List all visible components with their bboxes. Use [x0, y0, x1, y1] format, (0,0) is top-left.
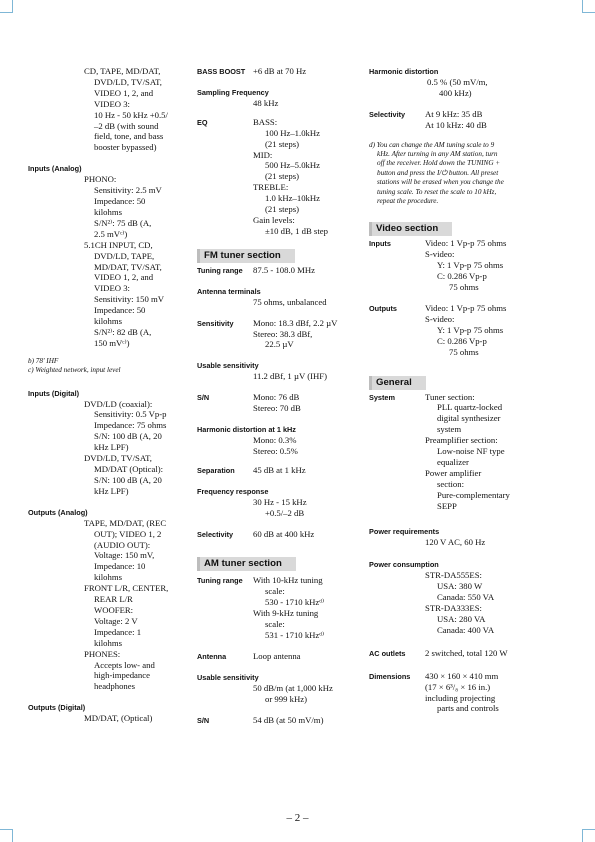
- inputs-analog-values: [84, 174, 188, 349]
- spec-label: AC outlets: [369, 648, 406, 658]
- footnote-b: b) 78' IHF: [28, 356, 59, 365]
- fm-selectivity-row: [197, 529, 357, 540]
- frequency-response-label: Frequency response: [197, 486, 269, 496]
- spec-line: booster bypassed): [94, 142, 157, 153]
- tape-frequency-response: [84, 66, 188, 153]
- spec-label: Inputs: [369, 239, 391, 249]
- spec-line: Voltage: 150 mV,: [94, 550, 155, 561]
- spec-line: FRONT L/R, CENTER,: [84, 583, 169, 594]
- spec-line: S/N: 100 dB (A, 20: [94, 474, 162, 485]
- spec-line: PLL quartz-locked: [437, 402, 503, 413]
- spec-line: Impedance: 50: [94, 305, 146, 316]
- eq-row: [197, 117, 357, 237]
- spec-line: Stereo: 70 dB: [253, 403, 301, 414]
- spec-line: kilohms: [94, 316, 122, 327]
- spec-line: or 999 kHz): [265, 693, 307, 704]
- ac-outlets-row: [369, 648, 569, 659]
- spec-line: (21 steps): [265, 138, 300, 149]
- spec-line: digital synthesizer: [437, 413, 501, 424]
- spec-line: (17 × 6³/₈ × 16 in.): [425, 681, 491, 692]
- am-harmonic-distortion-label: Harmonic distortion: [369, 67, 439, 76]
- antenna-terminals-label: Antenna terminals: [197, 286, 261, 296]
- crop-mark: [0, 0, 13, 13]
- spec-label: Dimensions: [369, 671, 411, 681]
- inputs-digital-label: Inputs (Digital): [28, 388, 80, 398]
- spec-line: S/N²⁾: 82 dB (A,: [94, 326, 152, 337]
- spec-line: 50 dB/m (at 1,000 kHz: [253, 682, 333, 693]
- page-number: – 2 –: [286, 812, 309, 824]
- power-requirements-label: Power requirements: [369, 526, 440, 536]
- spec-line: DVD/LD, TAPE,: [94, 250, 155, 261]
- spec-line: S/N²⁾: 75 dB (A,: [94, 217, 152, 228]
- spec-line: CD, TAPE, MD/DAT,: [84, 66, 161, 76]
- spec-label: System: [369, 392, 395, 402]
- outputs-analog-label: Outputs (Analog): [28, 507, 88, 517]
- spec-line: VIDEO 3:: [94, 283, 130, 294]
- spec-line: 30 Hz - 15 kHz: [253, 496, 307, 507]
- spec-line: Impedance: 50: [94, 196, 146, 207]
- spec-line: scale:: [265, 586, 285, 597]
- fm-harmonic-distortion-label: Harmonic distortion at 1 kHz: [197, 425, 296, 435]
- outputs-analog-values: [84, 518, 188, 693]
- am-tuner-section-title: AM tuner section: [197, 557, 296, 571]
- bass-boost-row: [197, 66, 357, 77]
- spec-line: Canada: 400 VA: [437, 624, 495, 635]
- separation-row: [197, 465, 357, 476]
- inputs-analog-label: Inputs (Analog): [28, 164, 82, 174]
- spec-line: S-video:: [425, 249, 455, 260]
- spec-line: 75 ohms: [449, 282, 479, 293]
- spec-label: S/N: [197, 393, 210, 403]
- power-consumption-label: Power consumption: [369, 560, 439, 570]
- dimensions-row: [369, 671, 569, 715]
- note-line: repeat the procedure.: [377, 197, 439, 206]
- spec-line: C: 0.286 Vp-p: [437, 335, 487, 346]
- spec-line: DVD/LD, TV/SAT,: [84, 453, 152, 464]
- spec-line: 500 Hz–5.0kHz: [265, 160, 321, 171]
- spec-line: Accepts low- and: [94, 659, 155, 670]
- spec-label: Antenna: [197, 651, 227, 661]
- power-consumption-values: [425, 570, 569, 635]
- spec-line: kilohms: [94, 206, 122, 217]
- spec-line: Gain levels:: [253, 214, 295, 225]
- spec-line: kilohms: [94, 572, 122, 583]
- spec-line: (21 steps): [265, 204, 300, 215]
- spec-line: MD/DAT, TV/SAT,: [94, 261, 162, 272]
- spec-line: MID:: [253, 149, 273, 160]
- frequency-response-values: [253, 497, 357, 519]
- spec-line: including projecting: [425, 692, 496, 703]
- spec-line: 530 - 1710 kHzᵈ⁾: [265, 597, 325, 608]
- spec-line: 1.0 kHz–10kHz: [265, 193, 321, 204]
- antenna-terminals-value: 75 ohms, unbalanced: [253, 296, 327, 307]
- spec-line: PHONO:: [84, 174, 117, 185]
- spec-line: Mono: 0.3%: [253, 435, 297, 446]
- am-sn-row: [197, 715, 357, 726]
- spec-line: +0.5/–2 dB: [265, 507, 305, 518]
- spec-value: 54 dB (at 50 mV/m): [253, 714, 324, 725]
- column-1: [28, 66, 188, 724]
- spec-value: 2 switched, total 120 W: [425, 647, 508, 658]
- note-line: stations will be erased when you change the: [377, 178, 504, 187]
- outputs-digital-value: MD/DAT, (Optical): [84, 713, 153, 724]
- spec-line: equalizer: [437, 456, 469, 467]
- sampling-frequency-value: 48 kHz: [253, 97, 279, 108]
- spec-line: STR-DA333ES:: [425, 603, 482, 614]
- spec-line: ±10 dB, 1 dB step: [265, 225, 328, 236]
- spec-line: MD/DAT (Optical):: [94, 464, 164, 474]
- spec-line: 10 Hz - 50 kHz +0.5/: [94, 109, 168, 120]
- spec-label: Outputs: [369, 304, 397, 313]
- spec-label: S/N: [197, 715, 210, 725]
- spec-label: Selectivity: [197, 529, 234, 539]
- footnote-c: c) Weighted network, input level: [28, 366, 121, 375]
- spec-label: Separation: [197, 465, 235, 475]
- spec-line: Voltage: 2 V: [94, 615, 138, 626]
- am-tuning-range-row: [197, 575, 357, 640]
- column-2: [197, 66, 357, 726]
- inputs-digital-values: [84, 399, 188, 497]
- spec-line: At 9 kHz: 35 dB: [425, 108, 483, 119]
- spec-line: With 10-kHz tuning: [253, 575, 323, 586]
- spec-line: Y: 1 Vp-p 75 ohms: [437, 324, 504, 335]
- spec-value: Loop antenna: [253, 650, 301, 661]
- spec-line: 0.5 % (50 mV/m,: [427, 77, 488, 87]
- spec-line: C: 0.286 Vp-p: [437, 271, 487, 282]
- spec-label: Tuning range: [197, 576, 243, 586]
- spec-line: Low-noise NF type: [437, 446, 505, 457]
- spec-line: At 10 kHz: 40 dB: [425, 119, 487, 130]
- spec-line: –2 dB (with sound: [94, 120, 159, 131]
- outputs-digital-label: Outputs (Digital): [28, 703, 86, 713]
- video-outputs-row: [369, 303, 569, 358]
- spec-value: 45 dB at 1 kHz: [253, 464, 306, 475]
- spec-line: Impedance: 10: [94, 561, 146, 572]
- spec-line: Canada: 550 VA: [437, 592, 495, 603]
- spec-line: Stereo: 0.5%: [253, 445, 298, 456]
- spec-line: 2.5 mVᶜ⁾): [94, 228, 128, 239]
- spec-line: headphones: [94, 681, 136, 692]
- spec-line: Preamplifier section:: [425, 435, 498, 446]
- spec-line: Power amplifier: [425, 467, 482, 478]
- fm-harmonic-distortion-values: [253, 435, 357, 457]
- spec-value: 87.5 - 108.0 MHz: [253, 264, 316, 275]
- note-line: off the receiver. Hold down the TUNING +: [377, 159, 501, 168]
- spec-line: section:: [437, 478, 465, 489]
- spec-line: field, tone, and bass: [94, 131, 164, 142]
- spec-line: S-video:: [425, 313, 455, 324]
- note-line: kHz. After turning in any AM station, turn: [377, 150, 498, 159]
- video-inputs-row: [369, 238, 569, 293]
- spec-line: 400 kHz): [439, 87, 472, 98]
- spec-line: (AUDIO OUT):: [94, 539, 151, 550]
- footnote-d: [369, 141, 569, 207]
- spec-line: 150 mVᶜ⁾): [94, 337, 130, 348]
- spec-line: Pure-complementary: [437, 489, 510, 500]
- sampling-frequency-label: Sampling Frequency: [197, 87, 269, 97]
- spec-line: 5.1CH INPUT, CD,: [84, 239, 153, 250]
- spec-line: PHONES:: [84, 648, 121, 659]
- spec-line: With 9-kHz tuning: [253, 608, 319, 619]
- spec-line: system: [437, 424, 462, 435]
- spec-line: scale:: [265, 619, 285, 630]
- spec-line: Mono: 18.3 dBf, 2.2 µV: [253, 317, 338, 328]
- power-requirements-value: 120 V AC, 60 Hz: [425, 536, 486, 547]
- spec-line: VIDEO 3:: [94, 98, 130, 109]
- am-usable-sensitivity-values: [253, 683, 357, 705]
- spec-line: Impedance: 75 ohms: [94, 420, 167, 431]
- spec-label: EQ: [197, 117, 208, 127]
- fm-tuner-section-title: FM tuner section: [197, 249, 295, 263]
- spec-line: kilohms: [94, 637, 122, 648]
- column-3: [369, 66, 569, 714]
- spec-line: (21 steps): [265, 171, 300, 182]
- spec-line: 430 × 160 × 410 mm: [425, 670, 499, 681]
- spec-line: 100 Hz–1.0kHz: [265, 127, 321, 138]
- spec-line: kHz LPF): [94, 442, 129, 453]
- note-line: d) You can change the AM tuning scale to 9: [369, 140, 495, 149]
- spec-line: REAR L/R: [94, 594, 133, 605]
- spec-line: Y: 1 Vp-p 75 ohms: [437, 260, 504, 271]
- antenna-row: [197, 651, 357, 662]
- spec-value: 60 dB at 400 kHz: [253, 528, 315, 539]
- fm-tuning-range-row: [197, 265, 357, 276]
- spec-line: 22.5 µV: [265, 339, 294, 350]
- spec-line: Sensitivity: 150 mV: [94, 294, 164, 305]
- spec-value: +6 dB at 70 Hz: [253, 66, 307, 76]
- spec-line: Sensitivity: 2.5 mV: [94, 185, 162, 196]
- spec-line: Tuner section:: [425, 391, 475, 402]
- spec-line: BASS:: [253, 116, 278, 127]
- spec-line: Video: 1 Vp-p 75 ohms: [425, 238, 507, 249]
- spec-line: SEPP: [437, 500, 457, 511]
- note-line: tuning scale. To reset the scale to 10 kHz,: [377, 187, 497, 196]
- crop-mark: [582, 829, 595, 842]
- am-usable-sensitivity-label: Usable sensitivity: [197, 672, 259, 682]
- general-section-title: General: [369, 376, 426, 390]
- spec-line: Impedance: 1: [94, 626, 142, 637]
- system-row: [369, 392, 569, 512]
- spec-line: DVD/LD, TV/SAT,: [94, 76, 162, 87]
- spec-label: Sensitivity: [197, 318, 234, 328]
- crop-mark: [582, 0, 595, 13]
- note-line: button and press the I/⏻ button. All preset: [377, 168, 499, 177]
- spec-line: 75 ohms: [449, 346, 479, 357]
- video-section-title: Video section: [369, 222, 452, 236]
- am-harmonic-distortion-values: [427, 77, 569, 99]
- fm-sn-row: [197, 392, 357, 414]
- usable-sensitivity-label: Usable sensitivity: [197, 361, 259, 371]
- spec-line: USA: 280 VA: [437, 614, 486, 625]
- spec-line: kHz LPF): [94, 485, 129, 496]
- spec-line: high-impedance: [94, 670, 150, 681]
- spec-line: VIDEO 1, 2, and: [94, 272, 154, 283]
- spec-line: 531 - 1710 kHzᵈ⁾: [265, 630, 325, 640]
- spec-line: TREBLE:: [253, 182, 289, 193]
- spec-line: USA: 380 W: [437, 581, 483, 592]
- spec-line: Video: 1 Vp-p 75 ohms: [425, 303, 507, 313]
- spec-line: parts and controls: [437, 703, 499, 714]
- spec-label: Selectivity: [369, 109, 406, 119]
- spec-line: DVD/LD (coaxial):: [84, 398, 153, 409]
- crop-mark: [0, 829, 13, 842]
- spec-line: S/N: 100 dB (A, 20: [94, 431, 162, 442]
- spec-line: VIDEO 1, 2, and: [94, 87, 154, 98]
- spec-label: Tuning range: [197, 265, 243, 275]
- spec-line: WOOFER:: [94, 604, 134, 615]
- usable-sensitivity-value: 11.2 dBf, 1 µV (IHF): [253, 371, 328, 382]
- spec-line: Sensitivity: 0.5 Vp-p: [94, 409, 167, 420]
- spec-line: TAPE, MD/DAT, (REC: [84, 517, 167, 528]
- spec-label: BASS BOOST: [197, 67, 246, 76]
- spec-line: Mono: 76 dB: [253, 392, 300, 403]
- am-selectivity-row: [369, 109, 569, 131]
- spec-line: OUT); VIDEO 1, 2: [94, 528, 162, 539]
- spec-line: STR-DA555ES:: [425, 570, 482, 581]
- sensitivity-row: [197, 318, 357, 351]
- spec-line: Stereo: 38.3 dBf,: [253, 328, 313, 339]
